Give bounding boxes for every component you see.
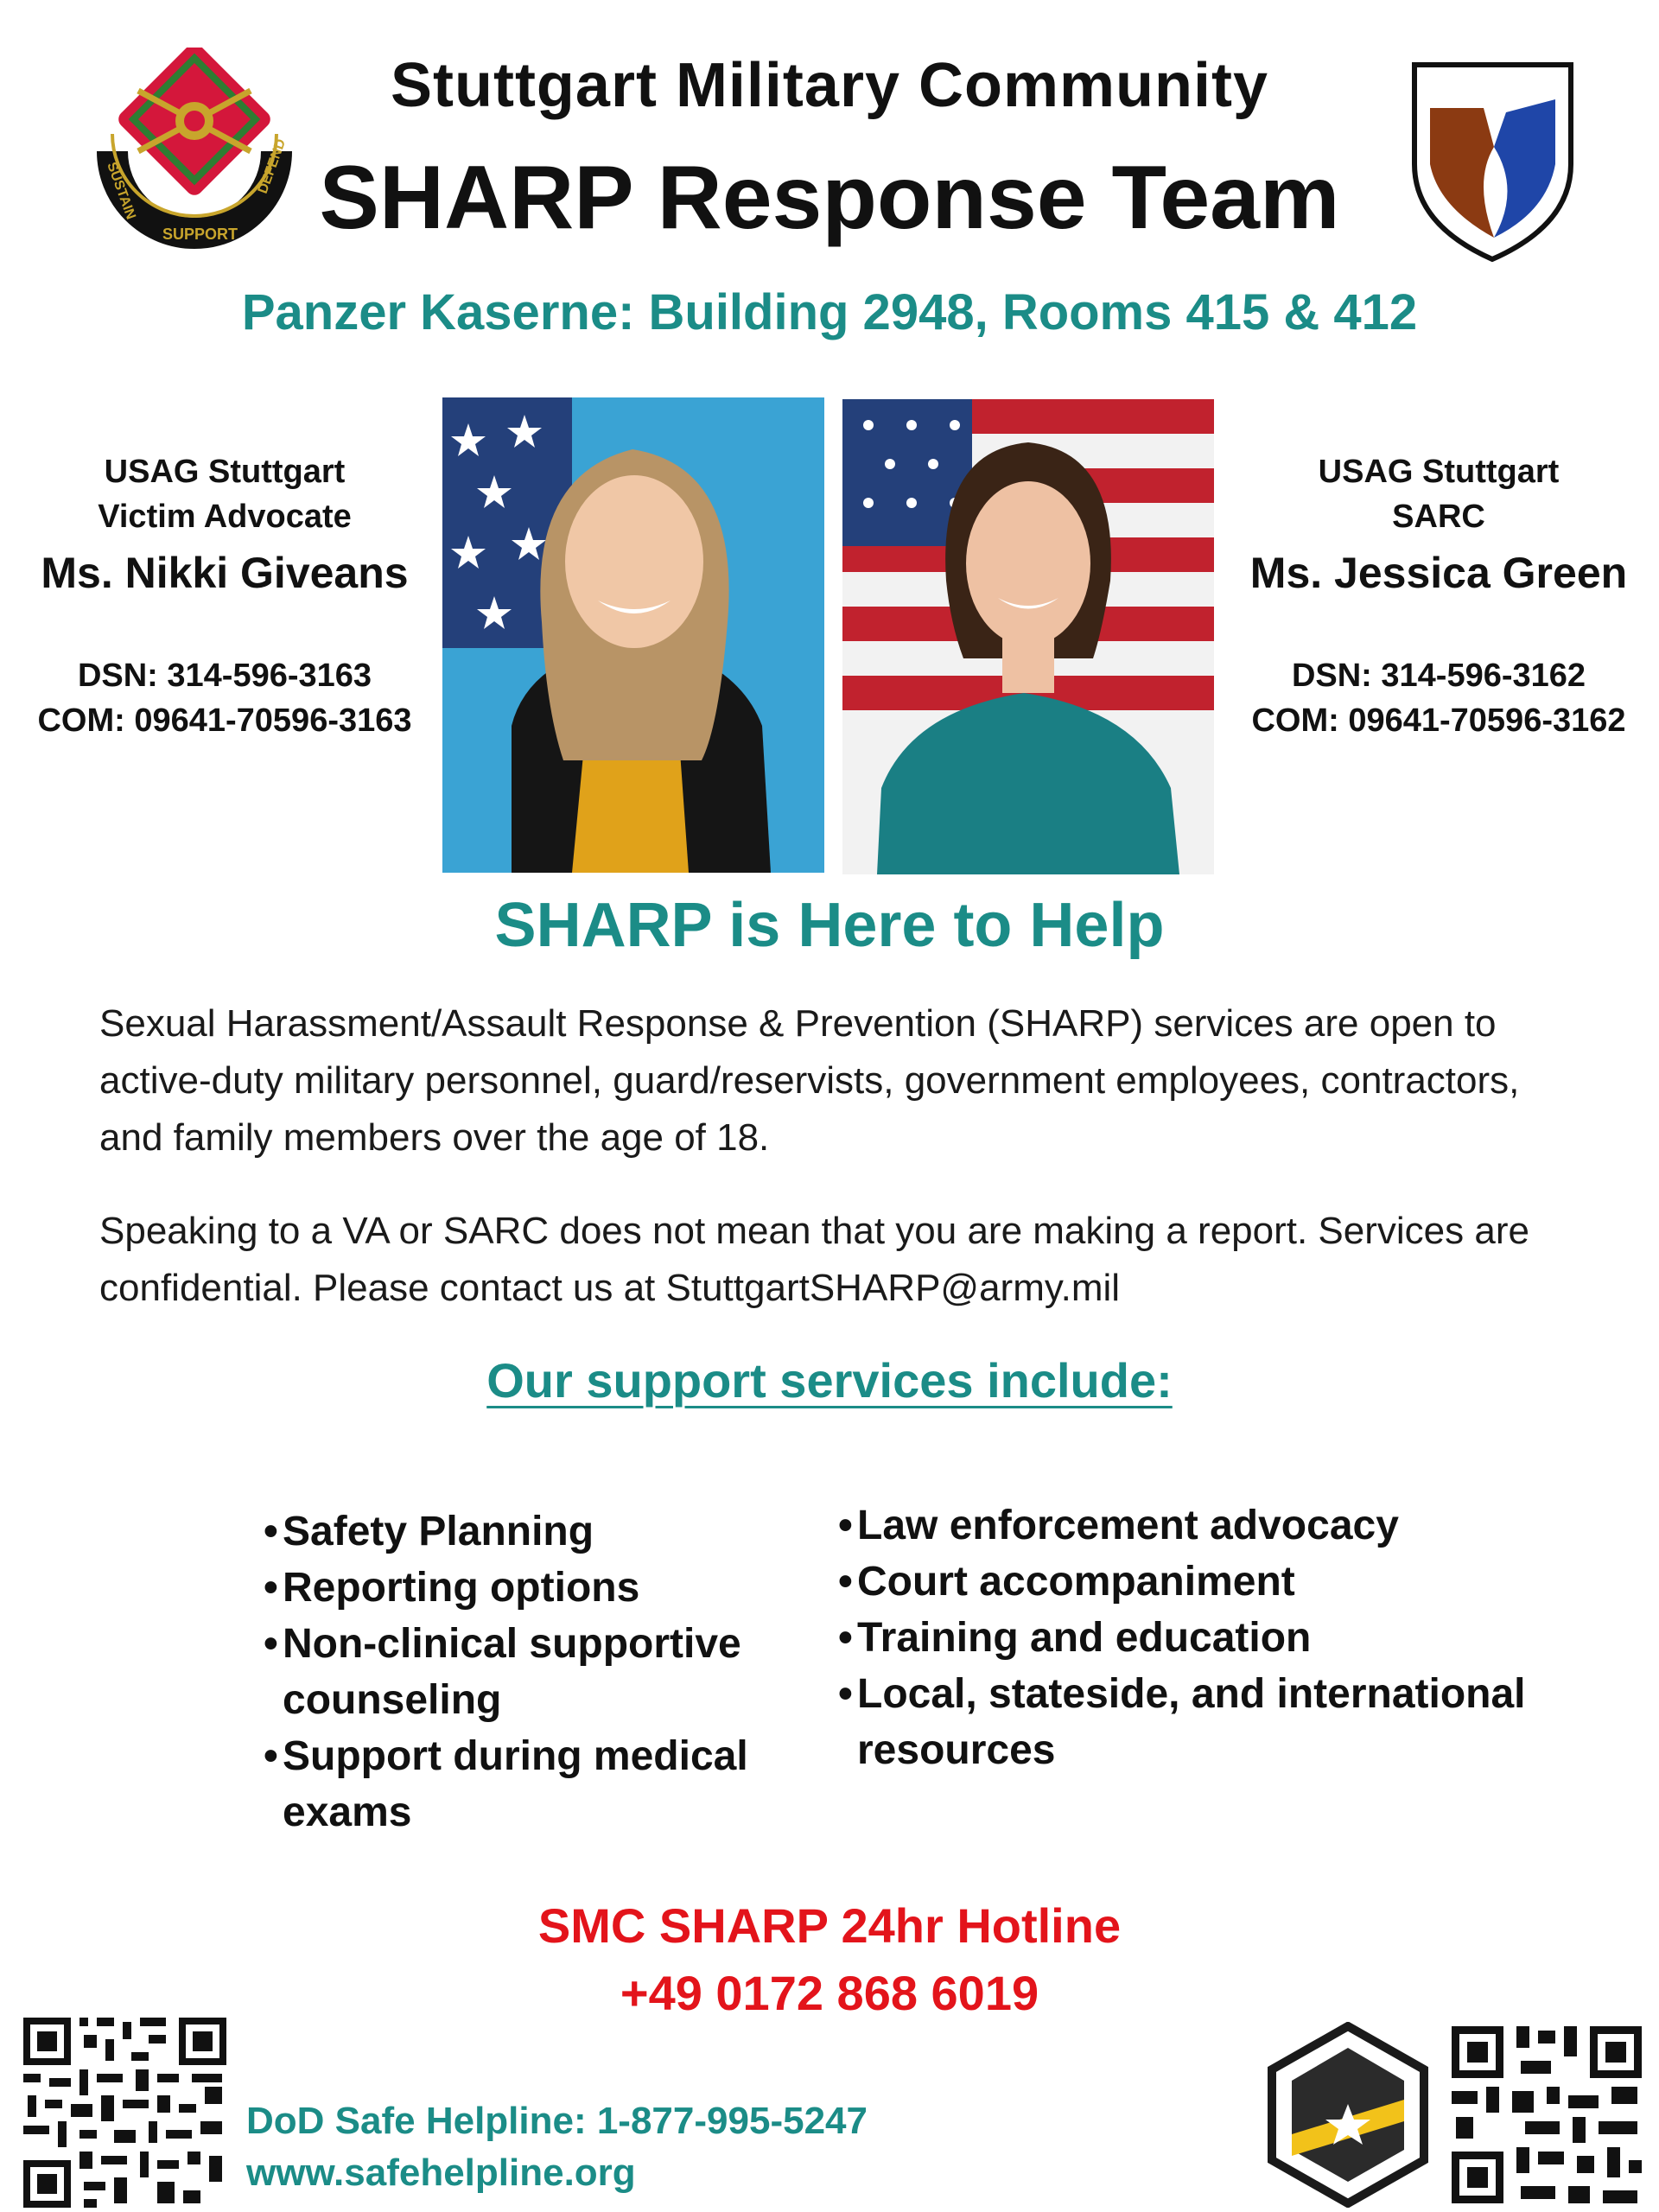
hotline-number: +49 0172 868 6019	[620, 1966, 1039, 2020]
help-title: SHARP is Here to Help	[494, 891, 1165, 960]
staff-left-info	[22, 449, 428, 743]
crest-text-left: SUSTAIN	[104, 160, 138, 222]
sharp-hexagon-icon	[1266, 2022, 1430, 2208]
services-left-list	[264, 1503, 765, 1840]
sharp-program-logo	[1266, 2022, 1430, 2208]
staff-right-org: USAG Stuttgart	[1318, 454, 1560, 490]
service-item: • Reporting options	[264, 1560, 765, 1616]
service-item: • Support during medical exams	[264, 1728, 765, 1840]
staff-right-info	[1231, 449, 1646, 743]
location-text: Panzer Kaserne: Building 2948, Rooms 415 & 412	[241, 284, 1418, 340]
helpline-url[interactable]: www.safehelpline.org	[246, 2152, 636, 2194]
staff-right-com: COM: 09641-70596-3162	[1251, 702, 1626, 739]
army-materiel-command-shield-icon	[1404, 52, 1581, 268]
safehelpline-qr-code[interactable]	[19, 2013, 231, 2212]
staff-left-role: Victim Advocate	[98, 499, 352, 535]
crest-text-right: DEFEND	[255, 137, 289, 196]
service-item: • Training and education	[838, 1610, 1555, 1666]
qr-code-icon	[1447, 2022, 1646, 2208]
staff-left-name: Ms. Nikki Giveans	[41, 549, 409, 597]
helpline-phone: DoD Safe Helpline: 1-877-995-5247	[246, 2100, 868, 2142]
hotline-block	[346, 1892, 1313, 2027]
sharp-qr-code[interactable]	[1447, 2022, 1646, 2208]
army-shield-logo	[1404, 52, 1581, 268]
services-right-list	[838, 1497, 1555, 1778]
service-item: • Safety Planning	[264, 1503, 765, 1560]
service-item: • Local, stateside, and international resources	[838, 1666, 1555, 1778]
staff-right-photo	[842, 399, 1214, 874]
helpline-block	[246, 2095, 868, 2199]
staff-right-name: Ms. Jessica Green	[1249, 549, 1628, 597]
crest-text-bottom: SUPPORT	[162, 226, 238, 243]
staff-left-dsn: DSN: 314-596-3163	[77, 658, 372, 694]
services-title	[259, 1352, 1400, 1408]
service-item: • Non-clinical supportive counseling	[264, 1616, 765, 1728]
staff-right-role: SARC	[1392, 499, 1485, 535]
team-title: SHARP Response Team	[319, 148, 1340, 248]
service-item: • Law enforcement advocacy	[838, 1497, 1555, 1554]
community-title: Stuttgart Military Community	[390, 51, 1269, 120]
staff-left-photo	[442, 397, 824, 873]
staff-left-org: USAG Stuttgart	[104, 454, 346, 490]
qr-code-icon	[19, 2013, 231, 2212]
service-item: • Court accompaniment	[838, 1554, 1555, 1610]
hotline-label: SMC SHARP 24hr Hotline	[537, 1898, 1122, 1953]
services-title-text: Our support services include:	[486, 1353, 1173, 1408]
help-paragraph-1: Sexual Harassment/Assault Response & Prevention (SHARP) services are open to active-duty military personnel, guard/reservists, government employees, contractors, and family members over the age of 18.	[99, 1002, 1520, 1159]
staff-right-dsn: DSN: 314-596-3162	[1291, 658, 1586, 694]
help-paragraph-2: Speaking to a VA or SARC does not mean that you are making a report. Services are confidential. Please contact us at StuttgartSHARP@army.mil	[99, 1210, 1529, 1309]
staff-left-com: COM: 09641-70596-3163	[37, 702, 412, 739]
